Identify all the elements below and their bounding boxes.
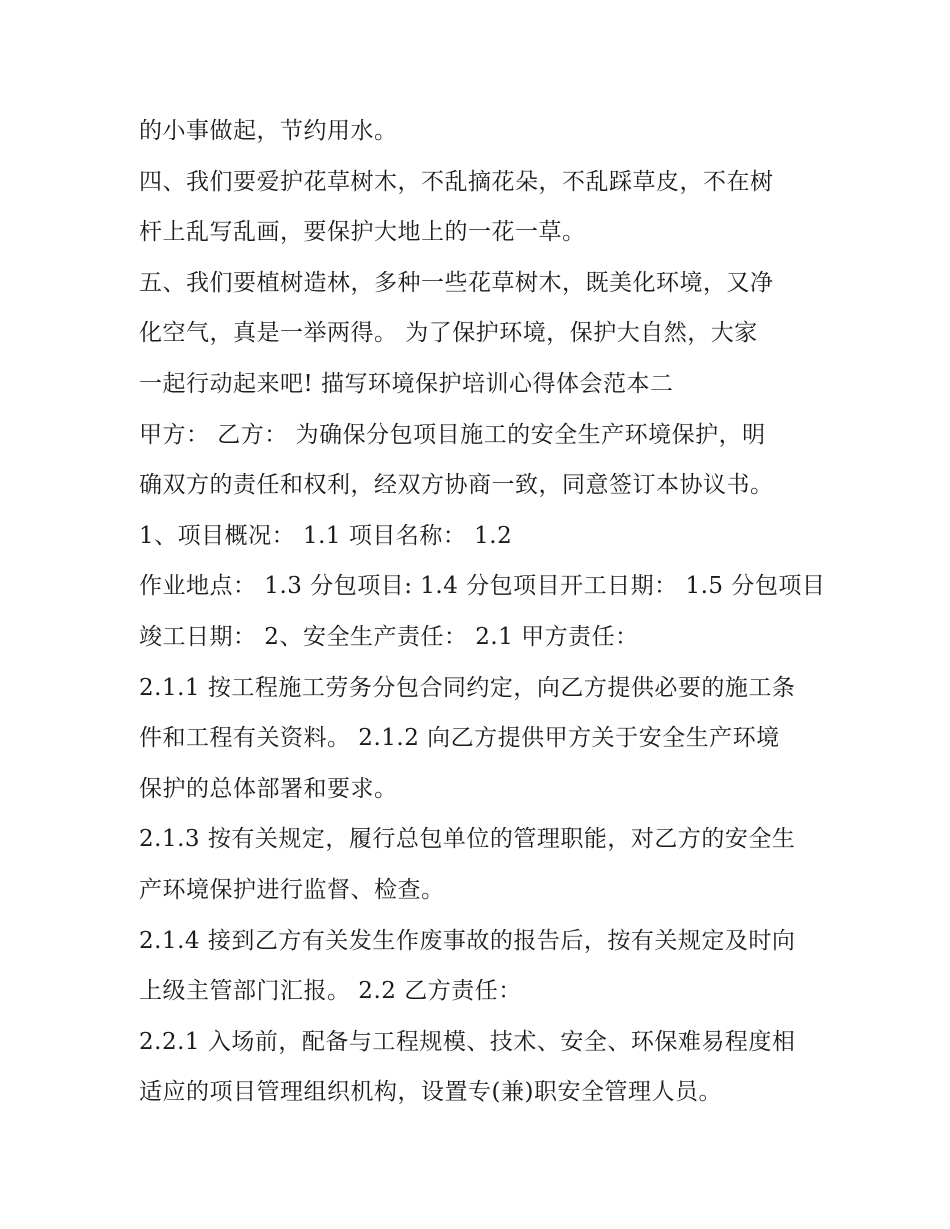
document-body (139, 106, 826, 1118)
text-line: 杆上乱写乱画，要保护大地上的一花一草。 (139, 219, 586, 246)
text-line: 甲方： 乙方： 为确保分包项目施工的安全生产环境保护，明 (139, 421, 766, 448)
text-line: 适应的项目管理组织机构，设置专(兼)职安全管理人员。 (139, 1079, 722, 1106)
text-line: 保护的总体部署和要求。 (139, 775, 398, 802)
text-line: 件和工程有关资料。 2.1.2 向乙方提供甲方关于安全生产环境 (139, 725, 780, 752)
text-line: 的小事做起，节约用水。 (139, 118, 398, 144)
text-line: 作业地点： 1.3 分包项目: 1.4 分包项目开工日期： 1.5 分包项目 (139, 573, 826, 600)
text-line: 1、项目概况： 1.1 项目名称： 1.2 (139, 522, 513, 549)
text-line: 2.2.1 入场前，配备与工程规模、技术、安全、环保难易程度相 (139, 1028, 796, 1055)
text-line: 2.1.4 接到乙方有关发生作废事故的报告后，按有关规定及时向 (139, 927, 796, 954)
text-line: 2.1.1 按工程施工劳务分包合同约定，向乙方提供必要的施工条 (139, 674, 796, 701)
text-line: 四、我们要爱护花草树木，不乱摘花朵，不乱踩草皮，不在树 (139, 168, 774, 195)
text-line: 2.1.3 按有关规定，履行总包单位的管理职能，对乙方的安全生 (139, 826, 796, 853)
text-line: 上级主管部门汇报。 2.2 乙方责任： (139, 978, 522, 1005)
text-line: 一起行动起来吧! 描写环境保护培训心得体会范本二 (139, 370, 674, 397)
text-line: 五、我们要植树造林，多种一些花草树木，既美化环境，又净 (139, 269, 774, 296)
text-line: 产环境保护进行监督、检查。 (139, 876, 445, 903)
text-line: 确双方的责任和权利，经双方协商一致，同意签订本协议书。 (139, 472, 774, 499)
text-line: 化空气，真是一举两得。 为了保护环境，保护大自然，大家 (139, 320, 758, 347)
text-line: 竣工日期： 2、安全生产责任： 2.1 甲方责任： (139, 623, 639, 650)
